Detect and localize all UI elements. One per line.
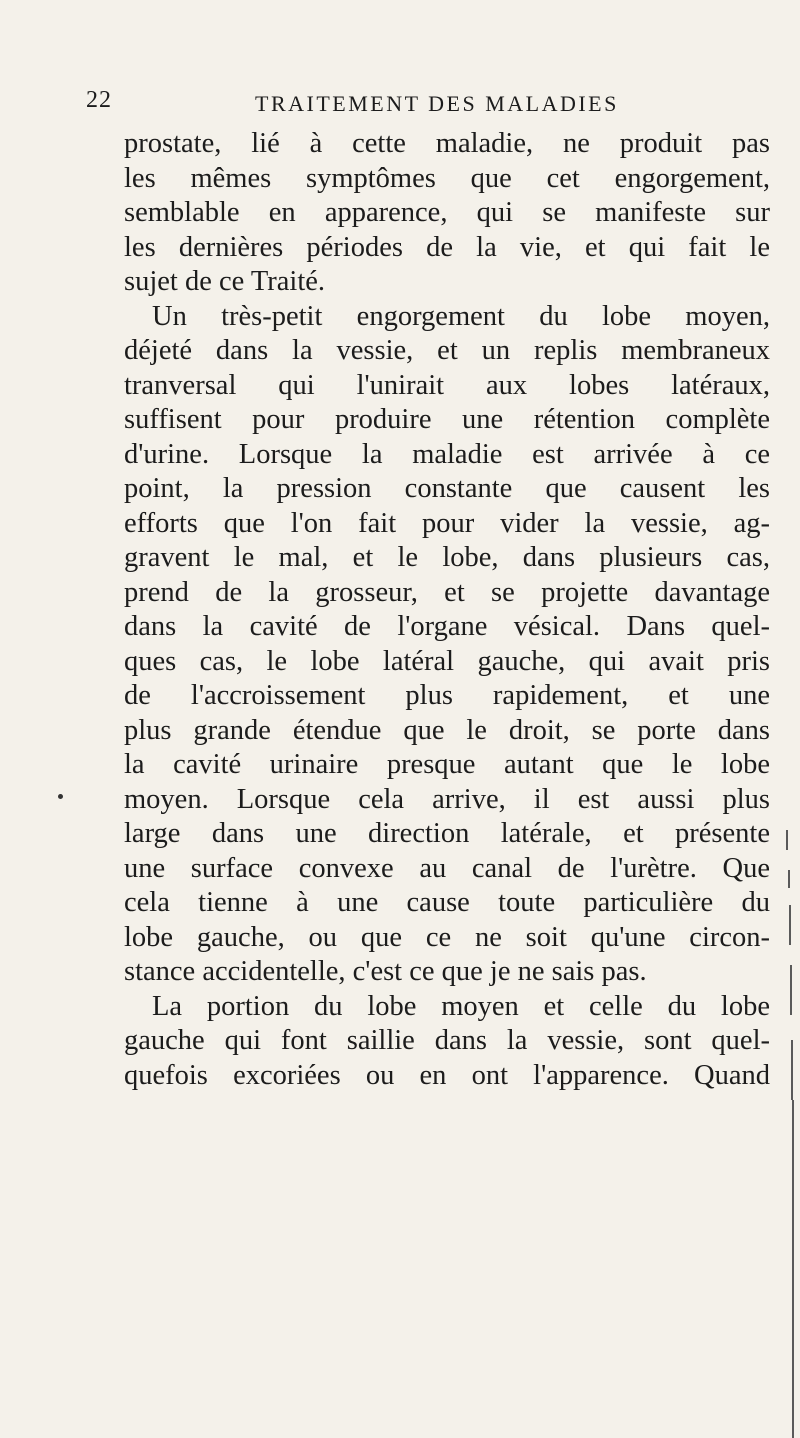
text-line: cela tienne à une cause toute particulière du bbox=[124, 887, 770, 918]
page-edge-shadow bbox=[789, 905, 791, 945]
text-line: quefois excoriées ou en ont l'apparence. Quand bbox=[124, 1059, 770, 1091]
text-line: déjeté dans la vessie, et un replis membraneux bbox=[124, 335, 770, 366]
text-line: point, la pression constante que causent les bbox=[124, 473, 770, 504]
page-edge-shadow bbox=[788, 870, 790, 888]
text-line: prostate, lié à cette maladie, ne produit pas bbox=[124, 128, 770, 159]
text-line: lobe gauche, ou que ce ne soit qu'une circon- bbox=[124, 921, 770, 953]
text-line: efforts que l'on fait pour vider la vessie, ag- bbox=[124, 507, 770, 539]
text-line: prend de la grosseur, et se projette davantage bbox=[124, 576, 770, 608]
running-head: TRAITEMENT DES MALADIES bbox=[255, 91, 619, 116]
text-line: suffisent pour produire une rétention complète bbox=[124, 404, 770, 435]
text-line: d'urine. Lorsque la maladie est arrivée à ce bbox=[124, 438, 770, 470]
page-number: 22 bbox=[86, 87, 112, 113]
text-line: une surface convexe au canal de l'urètre. Que bbox=[124, 852, 770, 884]
text-line: les mêmes symptômes que cet engorgement, bbox=[124, 162, 770, 194]
page-edge-shadow bbox=[790, 965, 792, 1015]
text-line: moyen. Lorsque cela arrive, il est aussi plus bbox=[124, 783, 770, 815]
paragraph-start-line: La portion du lobe moyen et celle du lobe bbox=[152, 990, 770, 1022]
text-line: sujet de ce Traité. bbox=[124, 266, 326, 297]
text-line: gravent le mal, et le lobe, dans plusieurs cas, bbox=[124, 542, 770, 573]
text-line: plus grande étendue que le droit, se porte dans bbox=[124, 714, 770, 746]
text-line: les dernières périodes de la vie, et qui fait le bbox=[124, 231, 770, 263]
text-line: de l'accroissement plus rapidement, et une bbox=[124, 680, 770, 711]
text-line: gauche qui font saillie dans la vessie, sont quel- bbox=[124, 1025, 770, 1056]
page-edge-shadow bbox=[791, 1040, 793, 1100]
page-edge-shadow bbox=[786, 830, 788, 850]
text-line: large dans une direction latérale, et présente bbox=[124, 818, 770, 849]
text-line: ques cas, le lobe latéral gauche, qui avait pris bbox=[124, 645, 770, 677]
text-line: dans la cavité de l'organe vésical. Dans quel- bbox=[124, 611, 770, 642]
text-line: semblable en apparence, qui se manifeste sur bbox=[124, 197, 770, 228]
body-text bbox=[124, 127, 770, 1093]
text-line: stance accidentelle, c'est ce que je ne sais pas. bbox=[124, 956, 647, 987]
text-line: tranversal qui l'unirait aux lobes latéraux, bbox=[124, 369, 770, 401]
stray-ink-mark bbox=[58, 794, 63, 799]
page-edge-shadow bbox=[792, 1100, 794, 1438]
text-line: la cavité urinaire presque autant que le lobe bbox=[124, 749, 770, 780]
paragraph-start-line: Un très-petit engorgement du lobe moyen, bbox=[152, 300, 770, 332]
